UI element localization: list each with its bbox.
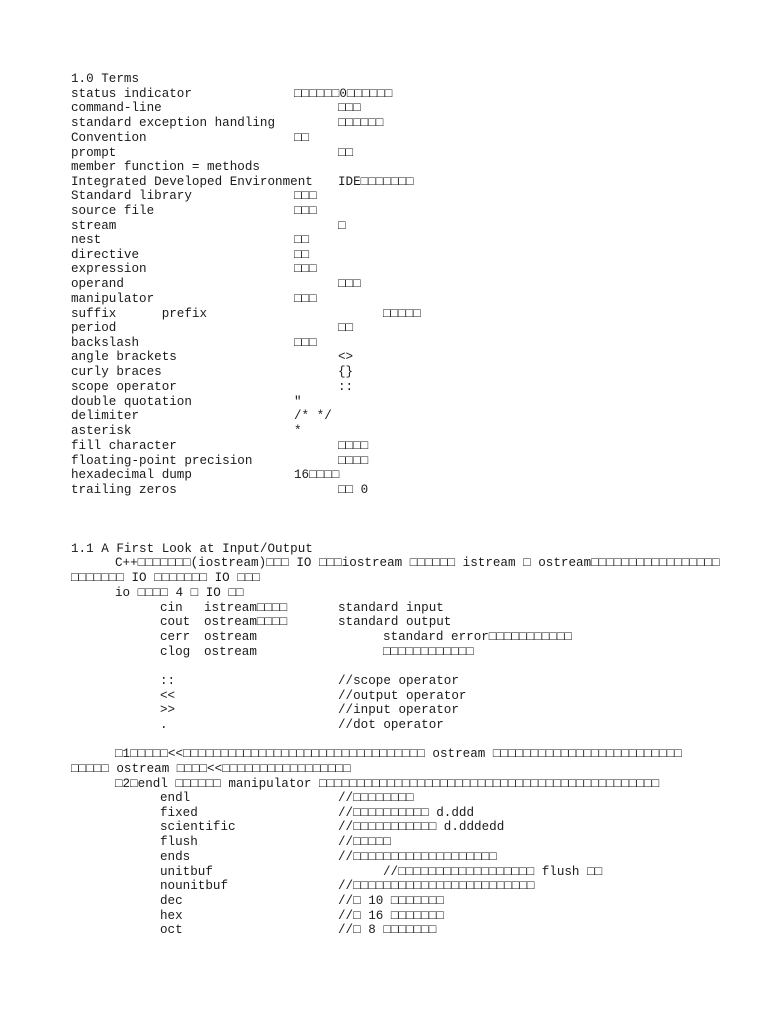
manipulator-desc: //□□□□□□□□□□ d.ddd (338, 806, 475, 820)
term: Standard library (71, 189, 192, 203)
paragraph-line: □2□endl □□□□□□ manipulator □□□□□□□□□□□□□□□□□□□□□□□□□□□□□□□□□□□□□□□□□□□□□ (115, 777, 660, 791)
term-meaning: * (294, 424, 302, 438)
term: operand (71, 277, 124, 291)
term: floating-point precision (71, 454, 253, 468)
term: Convention (71, 131, 147, 145)
io-object-type: ostream (204, 645, 257, 659)
term: command-line (71, 101, 162, 115)
term-meaning: □□ (338, 146, 354, 160)
term-meaning: □□□□ (338, 439, 369, 453)
paragraph-line: □1□□□□□<<□□□□□□□□□□□□□□□□□□□□□□□□□□□□□□□□ ostream □□□□□□□□□□□□□□□□□□□□□□□□□ (115, 747, 682, 761)
manipulator-name: flush (160, 835, 198, 849)
manipulator-name: oct (160, 923, 183, 937)
io-object-type: istream□□□□ (204, 601, 288, 615)
term: directive (71, 248, 140, 262)
term: curly braces (71, 365, 162, 379)
manipulator-desc: //□□□□□□□□□□□ d.dddedd (338, 820, 505, 834)
operator-symbol: << (160, 689, 176, 703)
section-heading-io: 1.1 A First Look at Input/Output (71, 542, 313, 556)
term: manipulator (71, 292, 155, 306)
manipulator-desc: //□□□□□□□□□□□□□□□□□□□□□□□□ (338, 879, 535, 893)
term: status indicator (71, 87, 192, 101)
term-meaning: □□ (294, 131, 310, 145)
section-heading-terms: 1.0 Terms (71, 72, 140, 86)
term-meaning: □□□ (338, 277, 361, 291)
term-meaning: □□ (294, 248, 310, 262)
term-meaning: □□□ (338, 101, 361, 115)
term-meaning: □□□ (294, 262, 317, 276)
paragraph-line: □□□□□□□ IO □□□□□□□ IO □□□ (71, 571, 260, 585)
term: delimiter (71, 409, 140, 423)
manipulator-name: unitbuf (160, 865, 213, 879)
term-meaning: □□□□□ (383, 307, 421, 321)
operator-symbol: :: (160, 674, 176, 688)
manipulator-desc: //□ 16 □□□□□□□ (338, 909, 444, 923)
term: angle brackets (71, 350, 177, 364)
term: trailing zeros (71, 483, 177, 497)
manipulator-name: fixed (160, 806, 198, 820)
manipulator-desc: //□□□□□□□□ (338, 791, 414, 805)
operator-desc: //output operator (338, 689, 467, 703)
io-object-name: cin (160, 601, 183, 615)
manipulator-desc: //□ 10 □□□□□□□ (338, 894, 444, 908)
term-meaning: 16□□□□ (294, 468, 340, 482)
term-meaning: □□□□□□ (338, 116, 384, 130)
manipulator-desc: //□ 8 □□□□□□□ (338, 923, 437, 937)
term: double quotation (71, 395, 192, 409)
term-meaning: IDE□□□□□□□ (338, 175, 414, 189)
manipulator-desc: //□□□□□□□□□□□□□□□□□□□ (338, 850, 497, 864)
paragraph-line: C++□□□□□□□(iostream)□□□ IO □□□iostream □□□□□□ istream □ ostream□□□□□□□□□□□□□□□□□ (115, 556, 720, 570)
term: backslash (71, 336, 140, 350)
paragraph-line: □□□□□ ostream □□□□<<□□□□□□□□□□□□□□□□□ (71, 762, 351, 776)
io-object-name: cout (160, 615, 191, 629)
operator-symbol: >> (160, 703, 176, 717)
manipulator-name: hex (160, 909, 183, 923)
term-meaning: □□□ (294, 189, 317, 203)
paragraph-line: io □□□□ 4 □ IO □□ (115, 586, 244, 600)
term: fill character (71, 439, 177, 453)
term-meaning: □□ (294, 233, 310, 247)
term-meaning: {} (338, 365, 354, 379)
io-object-desc: standard input (338, 601, 444, 615)
term-meaning: :: (338, 380, 354, 394)
io-object-type: ostream (204, 630, 257, 644)
term: member function = methods (71, 160, 260, 174)
manipulator-name: scientific (160, 820, 236, 834)
operator-desc: //dot operator (338, 718, 444, 732)
term-meaning: □□□□□□0□□□□□□ (294, 87, 393, 101)
term-meaning: □□□ (294, 336, 317, 350)
io-object-type: ostream□□□□ (204, 615, 288, 629)
operator-symbol: . (160, 718, 168, 732)
term: prompt (71, 146, 117, 160)
term-meaning: □□□□ (338, 454, 369, 468)
manipulator-desc: //□□□□□ (338, 835, 391, 849)
operator-desc: //input operator (338, 703, 459, 717)
io-object-name: cerr (160, 630, 191, 644)
term-meaning: □□ 0 (338, 483, 369, 497)
manipulator-name: nounitbuf (160, 879, 229, 893)
manipulator-name: endl (160, 791, 191, 805)
term: scope operator (71, 380, 177, 394)
io-object-desc: standard output (338, 615, 452, 629)
term: Integrated Developed Environment (71, 175, 313, 189)
term: nest (71, 233, 102, 247)
term: source file (71, 204, 155, 218)
term-meaning: □□□ (294, 292, 317, 306)
operator-desc: //scope operator (338, 674, 459, 688)
term: asterisk (71, 424, 132, 438)
manipulator-name: ends (160, 850, 191, 864)
term: period (71, 321, 117, 335)
term-meaning: " (294, 395, 302, 409)
term: standard exception handling (71, 116, 276, 130)
manipulator-desc: //□□□□□□□□□□□□□□□□□□ flush □□ (383, 865, 603, 879)
term-meaning: /* */ (294, 409, 332, 423)
term: hexadecimal dump (71, 468, 192, 482)
term: stream (71, 219, 117, 233)
term-meaning: □□□ (294, 204, 317, 218)
manipulator-name: dec (160, 894, 183, 908)
term: suffix prefix (71, 307, 208, 321)
term: expression (71, 262, 147, 276)
term-meaning: □ (338, 219, 346, 233)
term-meaning: □□ (338, 321, 354, 335)
io-object-desc: □□□□□□□□□□□□ (383, 645, 474, 659)
io-object-desc: standard error□□□□□□□□□□□ (383, 630, 572, 644)
io-object-name: clog (160, 645, 191, 659)
term-meaning: <> (338, 350, 354, 364)
